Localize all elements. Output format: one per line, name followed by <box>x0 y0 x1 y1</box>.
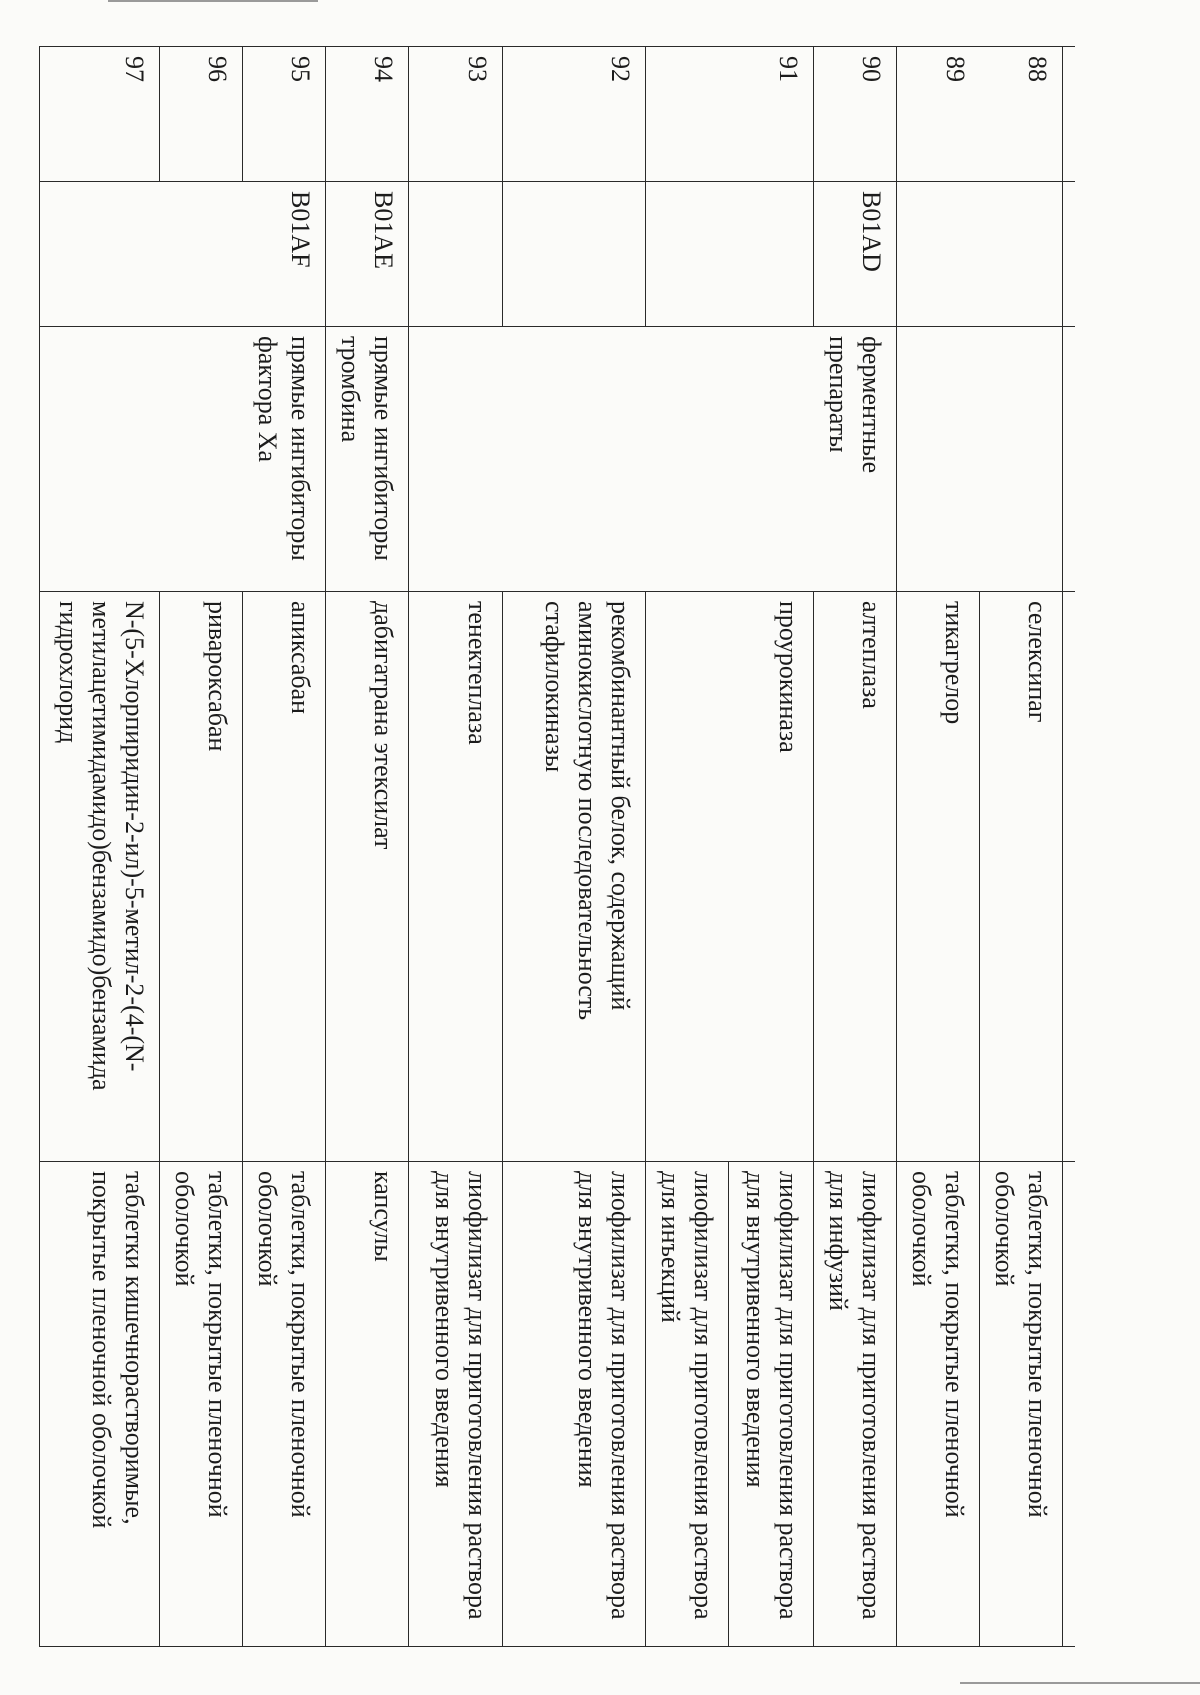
drug-group <box>980 327 1063 592</box>
table-row <box>243 47 326 1647</box>
atc-code: B01AD <box>814 182 897 327</box>
row-number: 92 <box>503 47 646 182</box>
dosage-form: таблетки, покрытые пленочной оболочкой <box>160 1162 243 1647</box>
dosage-form: лиофилизат для приготовления раствора для внутривенного введения <box>409 1162 503 1647</box>
drug-group <box>409 327 503 592</box>
dosage-form: лиофилизат для приготовления раствора для внутривенного введения <box>729 1162 814 1647</box>
row-number: 94 <box>326 47 409 182</box>
table-row <box>897 47 980 1647</box>
drug-group <box>646 327 814 592</box>
scan-edge-line-top <box>108 0 318 2</box>
table-row <box>40 47 160 1647</box>
dosage-form: лиофилизат для приготовления раствора для инфузий <box>814 1162 897 1647</box>
row-number: 93 <box>409 47 503 182</box>
atc-code <box>980 182 1063 327</box>
drug-name: тикагрелор <box>897 592 980 1162</box>
row-number: 89 <box>897 47 980 182</box>
drug-group: ферментные препараты <box>814 327 897 592</box>
drug-group <box>160 327 243 592</box>
drug-name: алтеплаза <box>814 592 897 1162</box>
row-number: 96 <box>160 47 243 182</box>
table-row <box>729 47 814 1647</box>
row-number: 90 <box>814 47 897 182</box>
atc-code <box>40 182 160 327</box>
table-row <box>980 47 1063 1647</box>
scan-edge-line-bottom <box>960 1682 1200 1684</box>
table-row <box>814 47 897 1647</box>
table-top-strip <box>1063 47 1075 1647</box>
dosage-form-alt: лиофилизат для приготовления раствора для инъекций <box>646 1162 729 1647</box>
dosage-form: таблетки, покрытые пленочной оболочкой <box>897 1162 980 1647</box>
table-row <box>326 47 409 1647</box>
drug-name: ривароксабан <box>160 592 243 1162</box>
drug-name: N-(5-Хлорпиридин-2-ил)-5-метил-2-(4-(N-метилацетимидамидо)бензамидо)бензамида гидрохлорид <box>40 592 160 1162</box>
row-number: 95 <box>243 47 326 182</box>
drug-group: прямые ингибиторы фактора Xa <box>243 327 326 592</box>
drug-group <box>897 327 980 592</box>
table-row <box>409 47 503 1647</box>
dosage-form: таблетки, покрытые пленочной оболочкой <box>980 1162 1063 1647</box>
drug-group: прямые ингибиторы тромбина <box>326 327 409 592</box>
atc-code <box>897 182 980 327</box>
dosage-form: капсулы <box>326 1162 409 1647</box>
drug-name: рекомбинантный белок, содержащий аминокислотную последовательность стафилокиназы <box>503 592 646 1162</box>
atc-code <box>503 182 646 327</box>
drug-name: селексипаг <box>980 592 1063 1162</box>
atc-code: B01AE <box>326 182 409 327</box>
drug-group <box>40 327 160 592</box>
atc-code <box>160 182 243 327</box>
table-row <box>160 47 243 1647</box>
row-number: 91 <box>646 47 814 182</box>
dosage-form: лиофилизат для приготовления раствора для внутривенного введения <box>503 1162 646 1647</box>
rotated-page <box>54 46 1075 1646</box>
row-number: 97 <box>40 47 160 182</box>
atc-code <box>409 182 503 327</box>
table-row <box>503 47 646 1647</box>
atc-code <box>646 182 814 327</box>
drug-name: апиксабан <box>243 592 326 1162</box>
dosage-form: таблетки, покрытые пленочной оболочкой <box>243 1162 326 1647</box>
drug-name: проурокиназа <box>646 592 814 1162</box>
drug-name: тенектеплаза <box>409 592 503 1162</box>
dosage-form: таблетки кишечнорастворимые, покрытые пленочной оболочкой <box>40 1162 160 1647</box>
atc-code: B01AF <box>243 182 326 327</box>
drug-list-table <box>40 46 1076 1647</box>
row-number: 88 <box>980 47 1063 182</box>
drug-name: дабигатрана этексилат <box>326 592 409 1162</box>
drug-group <box>503 327 646 592</box>
